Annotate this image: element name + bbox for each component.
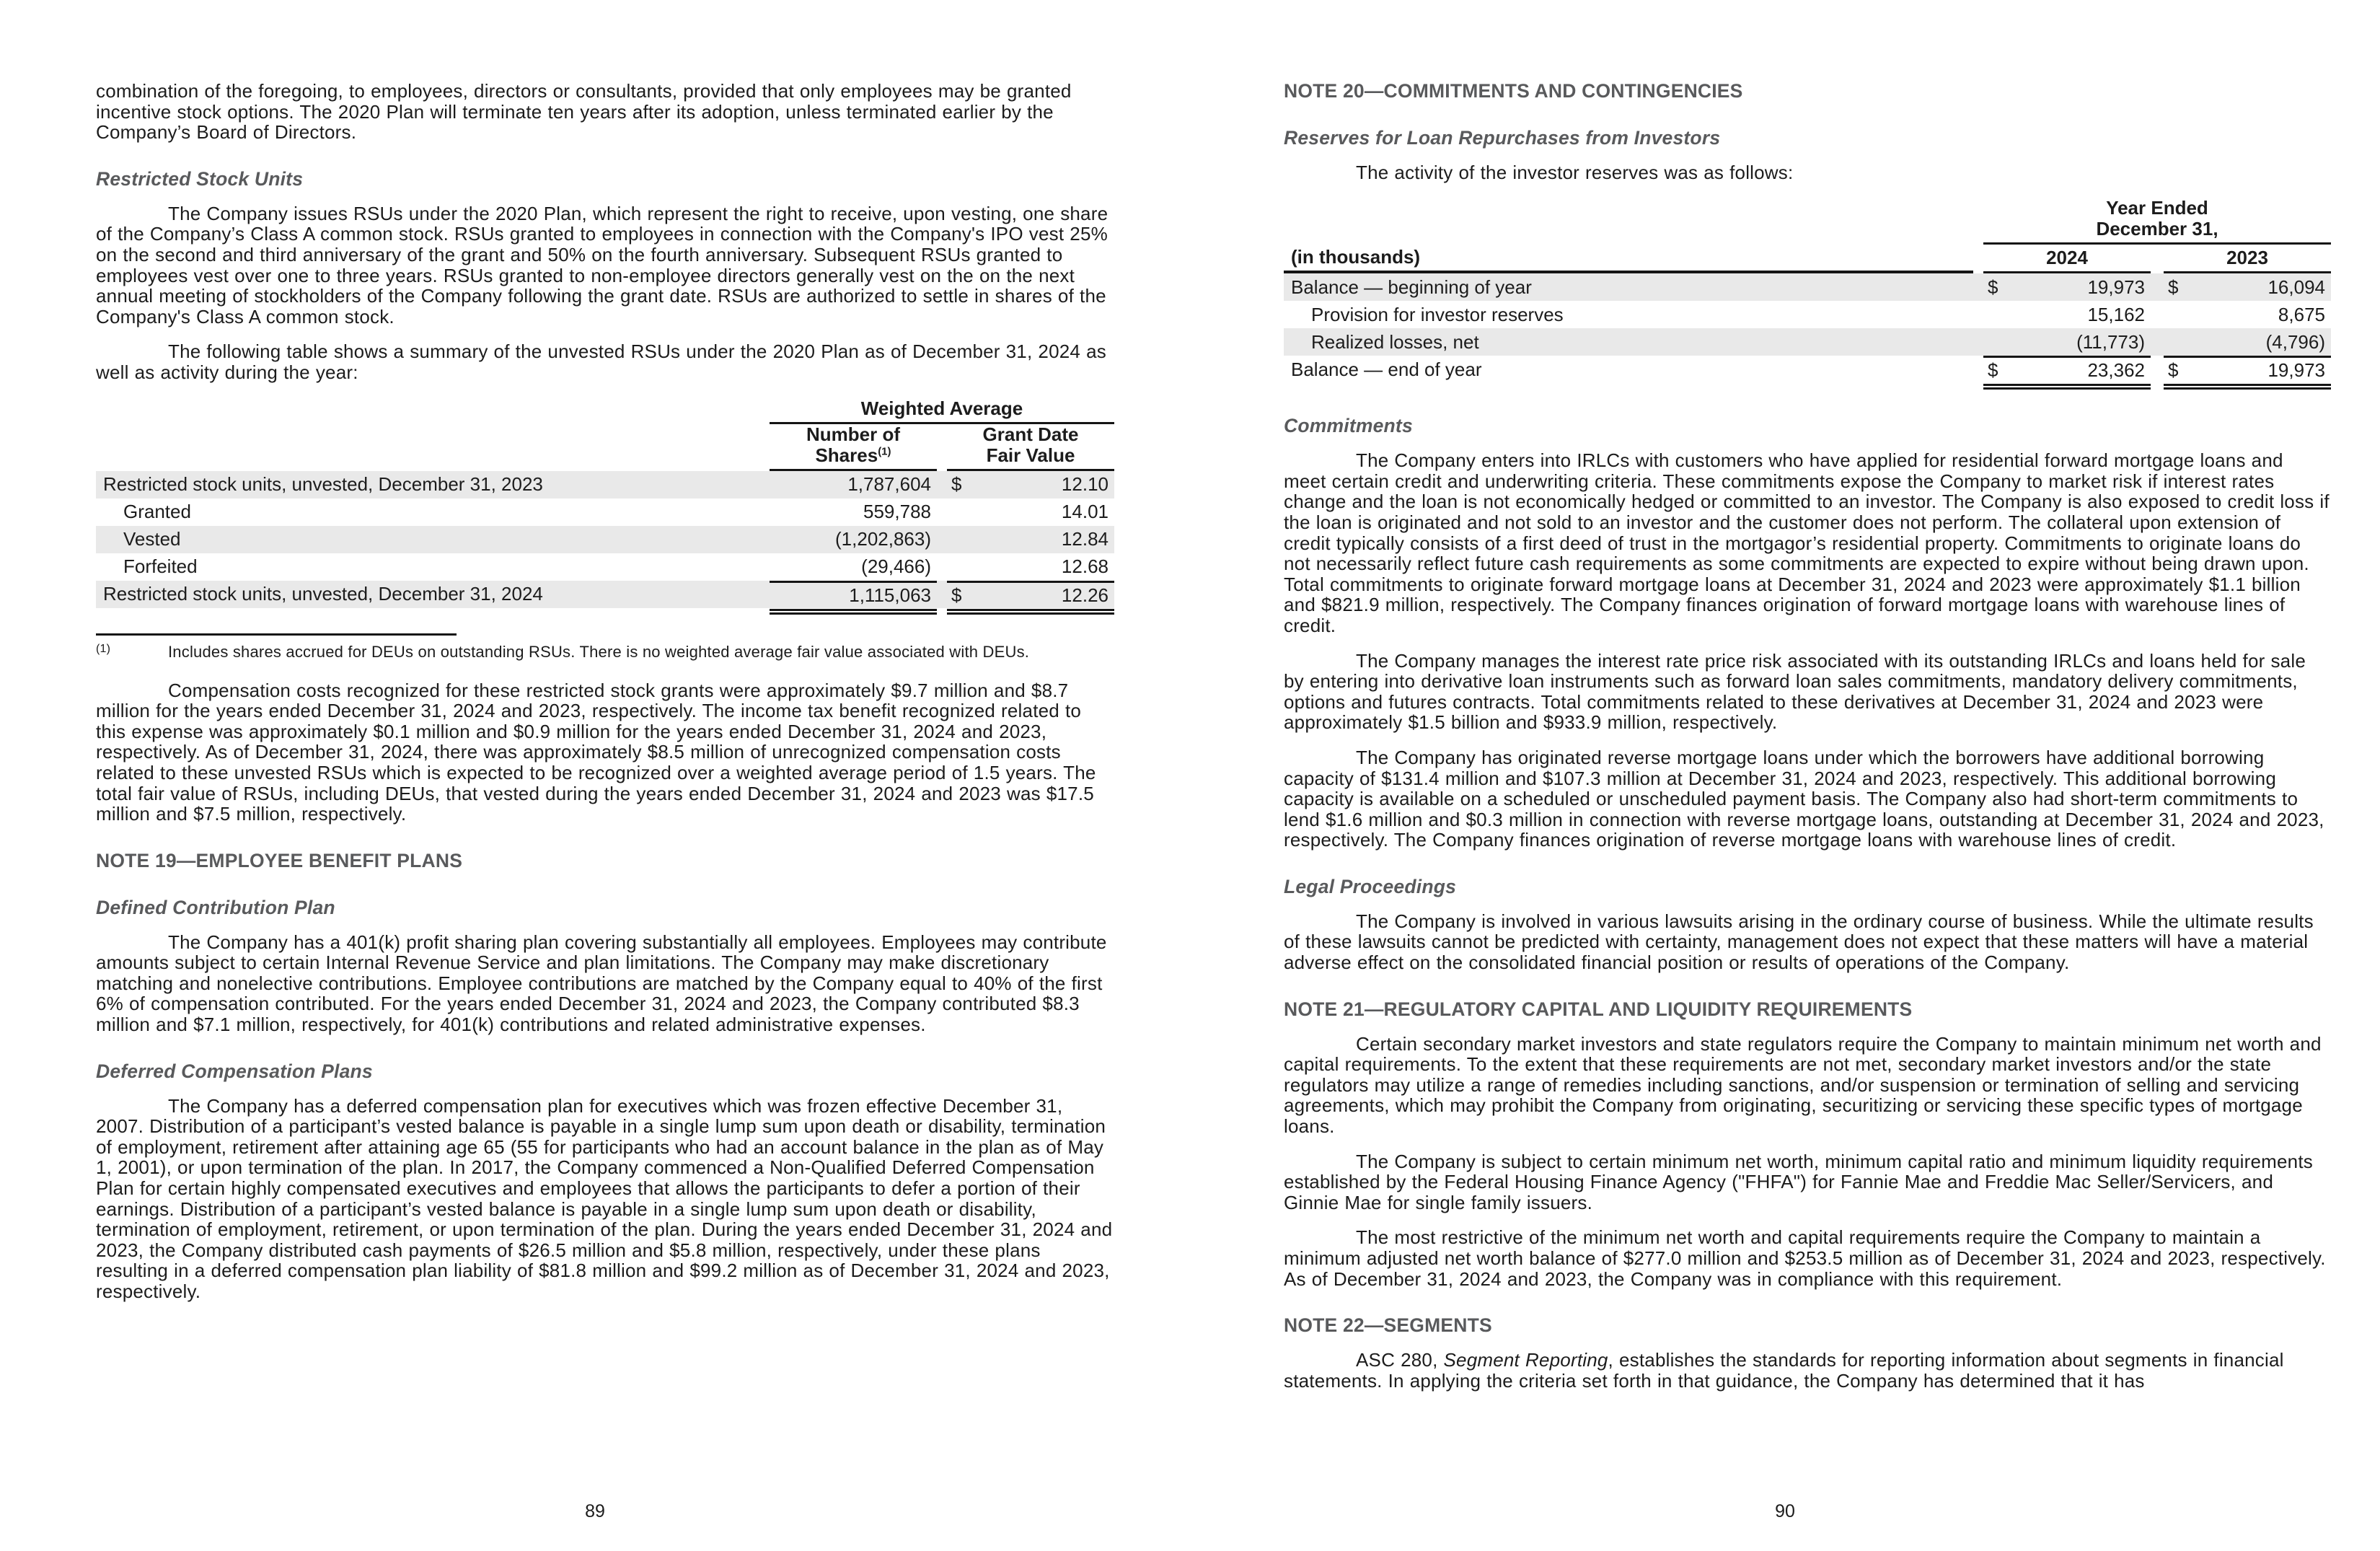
heading-note-21: NOTE 21—REGULATORY CAPITAL AND LIQUIDITY REQUIREMENTS: [1284, 998, 1913, 1020]
footnote-separator: [96, 633, 457, 636]
value-2024-cell: (11,773): [2076, 330, 2145, 353]
double-underline: [1983, 384, 2151, 390]
fair-value-cell: $ 12.26: [947, 581, 1114, 608]
currency-symbol: $: [1988, 276, 1998, 298]
table-row: Forfeited (29,466) 12.68: [96, 553, 1114, 581]
column-gap: [1973, 245, 1983, 274]
double-rule-row: [96, 608, 1114, 615]
column-gap: [2151, 245, 2164, 274]
footnote-marker: (1): [96, 642, 111, 655]
shares-cell: (29,466): [861, 555, 931, 578]
currency-symbol: $: [2168, 276, 2179, 298]
heading-note-20: NOTE 20—COMMITMENTS AND CONTINGENCIES: [1284, 80, 1743, 102]
table-column-header-row: [96, 424, 1114, 471]
table-row: Vested (1,202,863) 12.84: [96, 526, 1114, 553]
column-header-grant-date-fair-value: Grant Date Fair Value: [947, 424, 1114, 471]
value-2024-cell: $ 23,362: [1983, 356, 2151, 383]
page-number-left: 89: [585, 1501, 605, 1521]
currency-symbol: $: [951, 473, 962, 496]
column-header-2024: 2024: [1983, 247, 2151, 273]
paragraph-regulatory-1: Certain secondary market investors and state regulators require the Company to maintain minimum net worth and capital requirements. To the extent that these requirements are not met, secondary market investors and/or the state regulators may utilize a range of remedies including sanctions, and/or suspension or termination of selling and servicing agreements, which may prohibit the Company from originating, securitizing or servicing these specific types of mortgage loans.: [1284, 1032, 2322, 1138]
paragraph-regulatory-3: The most restrictive of the minimum net worth and capital requirements require the Company to maintain a minimum adjusted net worth balance of $277.0 million and $253.5 million as of December 31, 2024 and 2023, respectively. As of December 31, 2024 and 2023, the Company was in compliance with this requirement.: [1284, 1226, 2326, 1290]
value-2024-cell: 15,162: [2087, 303, 2145, 325]
column-header-2023: 2023: [2164, 247, 2331, 273]
shares-cell: 559,788: [863, 501, 931, 523]
paragraph-compensation-costs: Compensation costs recognized for these restricted stock grants were approximately $9.7 million and $8.7 million for the years ended December 31, 2024 and 2023, respectively. The income tax benefit recognized related to this expense was approximately $0.1 million and $0.9 million for the years ended December 31, 2024 and 2023, respectively. As of December 31, 2024, there was approximately $8.5 million of unrecognized compensation costs related to these unvested RSUs which is expected to be recognized over a weighted average period of 1.5 years. The total fair value of RSUs, including DEUs, that vested during the years ended December 31, 2024 and 2023 was $17.5 million and $7.5 million, respectively.: [96, 679, 1096, 825]
heading-restricted-stock-units: Restricted Stock Units: [96, 167, 304, 190]
heading-deferred-compensation-plans: Deferred Compensation Plans: [96, 1060, 373, 1082]
table-group-header-row: [96, 397, 1114, 424]
heading-note-19: NOTE 19—EMPLOYEE BENEFIT PLANS: [96, 849, 463, 871]
in-thousands-label: (in thousands): [1284, 245, 1973, 274]
table-group-header-row: [1284, 198, 2331, 245]
double-rule-row: [1284, 383, 2331, 390]
spacer-cell: [96, 420, 770, 424]
fair-value-cell: $ 12.10: [951, 473, 1109, 496]
paragraph-segments: ASC 280, Segment Reporting, establishes the standards for reporting information about segments in financial statements. In applying the criteria set forth in that guidance, the Company has determined that it has: [1284, 1349, 2284, 1392]
heading-note-22: NOTE 22—SEGMENTS: [1284, 1314, 1492, 1337]
heading-commitments: Commitments: [1284, 415, 1413, 437]
paragraph-legal-proceedings: The Company is involved in various lawsuits arising in the ordinary course of business. While the ultimate results of these lawsuits cannot be predicted with certainty, management does not expect that these matters will have a material adverse effect on the consolidated financial position or results of operations of the Company.: [1284, 910, 2314, 974]
footnote-reference: (1): [878, 444, 891, 457]
currency-symbol: $: [951, 584, 962, 606]
spacer-cell: [96, 467, 770, 471]
column-gap: [937, 424, 947, 471]
paragraph-interest-rate-risk: The Company manages the interest rate price risk associated with its outstanding IRLCs and loans held for sale by entering into derivative loan instruments such as forward loan sales commitments, mandatory delivery commitments, options and futures contracts. Total commitments related to these derivatives at December 31, 2024 and 2023 were approximately $1.5 billion and $933.9 million, respectively.: [1284, 649, 2306, 734]
paragraph-irlc-commitments: The Company enters into IRLCs with customers who have applied for residential forward mortgage loans and meet certain credit and underwriting criteria. These commitments expose the Company to market risk if interest rates change and the loan is not economically hedged or committed to an investor. The Company is also exposed to credit loss if the loan is originated and not sold to an investor and the customer does not perform. The collateral upon extension of credit typically consists of a first deed of trust in the mortgagor’s residential property. Commitments to originate loans do not necessarily reflect future cash requirements as some commitments are expected to expire without being drawn upon. Total commitments to originate forward mortgage loans at December 31, 2024 and 2023 were approximately $1.1 billion and $821.9 million, respectively. The Company finances origination of forward mortgage loans with warehouse lines of credit.: [1284, 449, 2330, 636]
fair-value-cell: 14.01: [1061, 501, 1109, 523]
shares-cell: (1,202,863): [835, 528, 931, 550]
value-2024-cell: $ 19,973: [1988, 276, 2145, 298]
table-total-row: Balance — end of year $ 23,362 $ 19,973: [1284, 356, 2331, 383]
paragraph-plan-continuation: combination of the foregoing, to employees, directors or consultants, provided that only employees may be granted incentive stock options. The 2020 Plan will terminate ten years after its adoption, unless terminated earlier by the Company’s Board of Directors.: [96, 80, 1072, 144]
table-row: Restricted stock units, unvested, December 31, 2023 1,787,604 $ 12.10: [96, 471, 1114, 498]
footnote: (1) Includes shares accrued for DEUs on outstanding RSUs. There is no weighted average fair value associated with DEUs.: [96, 641, 1114, 663]
paragraph-deferred-compensation: The Company has a deferred compensation plan for executives which was frozen effective December 31, 2007. Distribution of a participant’s vested balance is payable in a single lump sum upon death or disability, termination of employment, retirement after attaining age 65 (55 for participants who had an account balance in the plan as of May 1, 2001), or upon termination of the plan. In 2017, the Company commenced a Non-Qualified Deferred Compensation Plan for certain highly compensated executives and employees that allows the participants to defer a portion of their earnings. Distribution of a participant’s vested balance is payable in a single lump sum upon death or disability, termination of employment, retirement, or upon termination of the plan. During the years ended December 31, 2024 and 2023, the Company distributed cash payments of $26.5 million and $5.8 million, respectively, under these plans resulting in a deferred compensation plan liability of $81.8 million and $99.2 million as of December 31, 2024 and 2023, respectively.: [96, 1094, 1113, 1302]
heading-reserves-loan-repurchases: Reserves for Loan Repurchases from Investors: [1284, 127, 1721, 149]
page-number-right: 90: [1775, 1501, 1795, 1521]
paragraph-rsu-description: The Company issues RSUs under the 2020 Plan, which represent the right to receive, upon vesting, one share of the Company’s Class A common stock. RSUs granted to employees in connection with the Company's IPO vest 25% on the second and third anniversary of the grant and 50% on the fourth anniversary. Subsequent RSUs granted to employees vest over one to three years. RSUs granted to non-employee directors generally vest on the on the next annual meeting of stockholders of the Company following the grant date. RSUs are authorized to settle in shares of the Company's Class A common stock.: [96, 202, 1109, 328]
table-row: Provision for investor reserves 15,162 8,675: [1284, 301, 2331, 328]
fair-value-cell: 12.84: [1061, 528, 1109, 550]
page-left-content: [0, 0, 1190, 1302]
heading-legal-proceedings: Legal Proceedings: [1284, 875, 1457, 897]
fair-value-cell: 12.68: [1061, 555, 1109, 578]
value-2023-cell: $ 16,094: [2168, 276, 2325, 298]
paragraph-reverse-mortgage: The Company has originated reverse mortgage loans under which the borrowers have additional borrowing capacity of $131.4 million and $107.3 million at December 31, 2024 and 2023, respectively. This additional borrowing capacity is available on a scheduled or unscheduled payment basis. The Company also had short-term commitments to lend $1.6 million and $0.3 million in connection with reverse mortgage loans, outstanding at December 31, 2024 and 2023, respectively. The Company finances origination of reverse mortgage loans with warehouse lines of credit.: [1284, 746, 2324, 851]
paragraph-rsu-table-intro: The following table shows a summary of the unvested RSUs under the 2020 Plan as of December 31, 2024 as well as activity during the year:: [96, 340, 1106, 383]
table-column-header-row: [1284, 245, 2331, 274]
table-row: Balance — beginning of year $ 19,973 $ 16,094: [1284, 273, 2331, 301]
shares-cell: 1,787,604: [847, 473, 931, 496]
weighted-average-header: Weighted Average: [770, 397, 1114, 424]
double-underline: [2164, 384, 2331, 390]
value-2023-cell: 8,675: [2278, 303, 2325, 325]
table-total-row: Restricted stock units, unvested, December 31, 2024 1,115,063 $ 12.26: [96, 581, 1114, 608]
column-header-number-of-shares: Number of Shares$^{(1)}$: [770, 424, 937, 471]
page-right: [1190, 0, 2380, 1551]
investor-reserves-table: [1284, 198, 2331, 390]
rsu-activity-table: [96, 397, 1114, 615]
value-2023-cell: (4,796): [2265, 330, 2325, 353]
page-right-content: [1190, 0, 2380, 1391]
table-row: Granted 559,788 14.01: [96, 498, 1114, 526]
currency-symbol: $: [1988, 359, 1998, 382]
shares-cell: 1,115,063: [770, 581, 937, 608]
paragraph-regulatory-2: The Company is subject to certain minimum net worth, minimum capital ratio and minimum liquidity requirements established by the Federal Housing Finance Agency ("FHFA") for Fannie Mae and Freddie Mac Seller/Servicers, and Ginnie Mae for single family issuers.: [1284, 1150, 2313, 1213]
paragraph-401k-plan: The Company has a 401(k) profit sharing plan covering substantially all employees. Employees may contribute amounts subject to certain Internal Revenue Service and plan limitations. The Company may make discretionary matching and nonelective contributions. Employee contributions are matched by the Company equal to 40% of the first 6% of compensation contributed. For the years ended December 31, 2024 and 2023, the Company contributed $8.3 million and $7.1 million, respectively, for 401(k) contributions and related administrative expenses.: [96, 931, 1107, 1036]
paragraph-investor-reserves-intro: The activity of the investor reserves was as follows:: [1356, 162, 1794, 183]
heading-defined-contribution-plan: Defined Contribution Plan: [96, 896, 335, 918]
value-2023-cell: $ 19,973: [2164, 356, 2331, 383]
double-underline: [947, 609, 1114, 615]
currency-symbol: $: [2168, 359, 2179, 382]
double-underline: [770, 609, 937, 615]
year-ended-header: Year Ended December 31,: [1983, 198, 2331, 245]
table-row: Realized losses, net (11,773) (4,796): [1284, 328, 2331, 356]
